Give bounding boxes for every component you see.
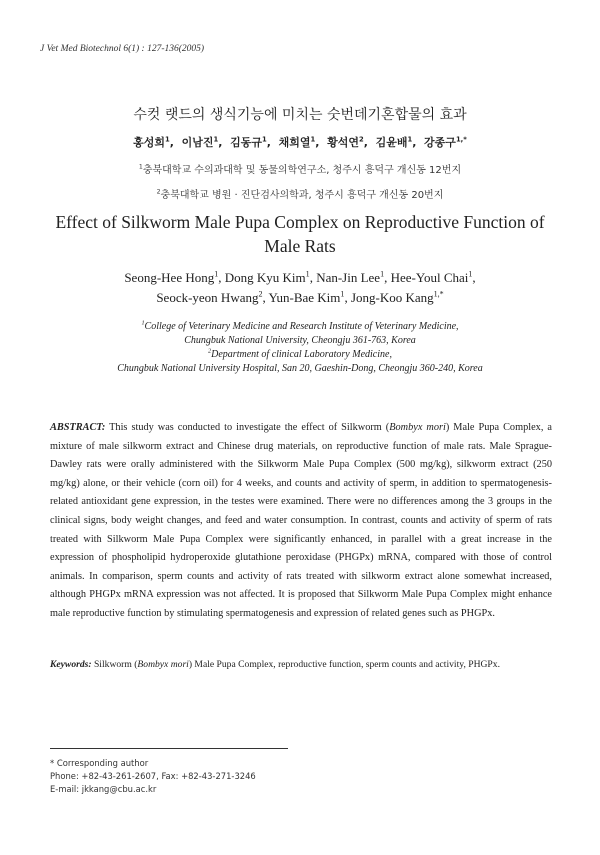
en-author: Hee-Youl Chai$^1$ — [390, 269, 473, 285]
footnote-divider — [50, 748, 288, 749]
en-author: Yun-Bae Kim$^1$ — [268, 289, 345, 305]
abstract: ABSTRACT: This study was conducted to investigate the effect of Silkworm (Bombyx mori) Male Pupa Complex, a mixture of male silkworm extract and Chinese drug materials, on reproductive function of male rats. Male Sprague-Dawley rats were orally administered with the Silkworm Male Pupa Complex (500 mg/kg), silkworm extract (250 mg/kg) alone, or their vehicle (corn oil) for 4 weeks, and counts and activity of sperm, in addition to spermatogenesis-related antioxidant gene expression, in the testes were examined. There were no differences among the 3 groups in the clinical signs, body weight changes, and feed and water consumption. In contrast, counts and activity of sperm of rats treated with Silkworm Male Pupa Complex were significantly enhanced, in parallel with a great increase in the expression of phospholipid hydroperoxide glutathione peroxidase (PHGPx) mRNA, compared with those of control animals. In comparison, sperm counts and activity of rats treated with silkworm extract alone somewhat increased, although PHGPx mRNA expression was not affected. It is proposed that Silkworm Male Pupa Complex might enhance male reproductive function by stimulating spermatogenesis and expression of related genes such as PHGPx. — [50, 422, 552, 619]
korean-authors: 홍성희$^1$, 이남진$^1$, 김동규$^1$, 채희열$^1$, 황석연$^2$, 김윤배$^1$, 강종구$^{1,*}$ — [133, 135, 467, 149]
email: E-mail: jkkang@cbu.ac.kr — [50, 784, 157, 794]
korean-affiliation-1: $^1$충북대학교 수의과대학 및 동물의학연구소, 청주시 흥덕구 개신동 12번지 — [138, 163, 462, 176]
kr-author: 홍성희$^1$ — [133, 135, 170, 149]
keywords: Keywords: Silkworm (Bombyx mori) Male Pupa Complex, reproductive function, sperm counts and activity, PHGPx. — [50, 659, 500, 670]
kr-author: 김윤배$^1$ — [375, 135, 413, 149]
english-affiliations: $^1$College of Veterinary Medicine and Research Institute of Veterinary Medicine, Chungbuk National University, Cheongju 361-763, Korea $^2$Department of clinical Laboratory Medicine, Chungbuk National University Hospital, San 20, Gaeshin-Dong, Cheongju 360-240, Korea — [40, 320, 560, 376]
en-author: Seock-yeon Hwang$^2$ — [156, 289, 263, 305]
en-author: Seong-Hee Hong$^1$ — [124, 269, 219, 285]
korean-title: 수컷 랫드의 생식기능에 미치는 숫번데기혼합물의 효과 — [133, 107, 467, 123]
english-title: Effect of Silkworm Male Pupa Complex on Reproductive Function of Male Rats — [55, 212, 545, 256]
en-author: Nan-Jin Lee$^1$ — [316, 269, 385, 285]
kr-author: 채희열$^1$ — [278, 135, 316, 149]
journal-citation: J Vet Med Biotechnol 6(1) : 127-136(2005) — [40, 44, 205, 54]
corresponding-author-note: * Corresponding author — [50, 758, 149, 768]
kr-author: 황석연$^2$ — [327, 135, 364, 149]
en-author: Jong-Koo Kang$^{1,*}$ — [350, 289, 444, 305]
kr-author: 강종구$^{1,*}$ — [424, 135, 467, 149]
keywords-label: Keywords: — [50, 659, 92, 670]
phone-fax: Phone: +82-43-261-2607, Fax: +82-43-271-3246 — [50, 771, 256, 781]
english-affiliation-2: $^2$Department of clinical Laboratory Medicine, — [208, 347, 392, 360]
english-authors: Seong-Hee Hong$^1$, Dong Kyu Kim$^1$, Nan-Jin Lee$^1$, Hee-Youl Chai$^1$, Seock-yeon Hwang$^2$, Yun-Bae Kim$^1$, Jong-Koo Kang$^{1,*}$ — [124, 269, 476, 305]
korean-affiliation-2: $^2$충북대학교 병원 · 진단검사의학과, 청주시 흥덕구 개신동 20번지 — [156, 188, 444, 201]
en-author: Dong Kyu Kim$^1$ — [224, 269, 310, 285]
kr-author: 이남진$^1$ — [181, 135, 219, 149]
kr-author: 김동규$^1$ — [230, 135, 267, 149]
english-affiliation-1: $^1$College of Veterinary Medicine and Research Institute of Veterinary Medicine, — [141, 319, 459, 332]
corresponding-footnote — [50, 757, 350, 796]
abstract-label: ABSTRACT: — [50, 422, 106, 433]
